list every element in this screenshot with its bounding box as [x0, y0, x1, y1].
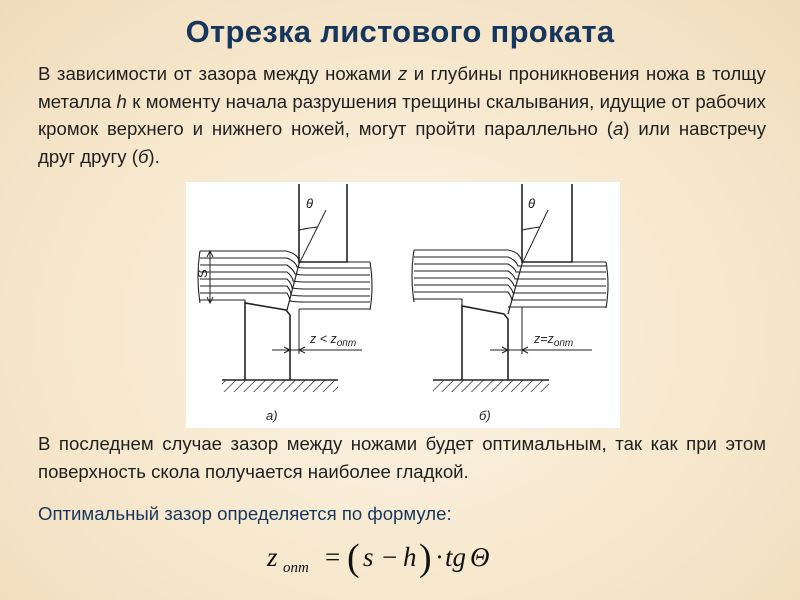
formula-s: s: [363, 542, 374, 572]
intro-text-5: ).: [148, 145, 160, 167]
lower-knife-b: [462, 306, 508, 380]
intro-var-h: h: [116, 90, 127, 112]
theta-arc-b: [522, 227, 540, 230]
caption-a: а): [266, 408, 278, 423]
optimal-gap-formula: [265, 530, 515, 584]
intro-var-z: z: [397, 63, 408, 84]
caption-b: б): [479, 408, 491, 423]
theta-arc-a: [299, 227, 317, 230]
intro-text-4: ) или навстречу друг другу (: [38, 118, 766, 167]
intro-ref-a: а: [612, 118, 624, 139]
thickness-label-a: S: [195, 269, 210, 278]
theta-ray-b: [522, 210, 548, 264]
ground-hatch-a: [222, 380, 338, 392]
diagram-a: [195, 184, 372, 423]
theta-label-b: θ: [528, 196, 536, 211]
intro-paragraph: [38, 60, 766, 170]
lower-knife-a: [245, 303, 290, 380]
formula-dot: ·: [435, 542, 444, 572]
intro-text-2: и глубины проникновения ножа в толщу металла: [38, 63, 766, 112]
formula-intro: Оптимальный зазор определяется по формуле:: [38, 503, 452, 524]
gap-label-a: $z < z_{опт}$: [310, 332, 357, 349]
theta-ray-a: [299, 210, 326, 264]
sheet-layers-a: [198, 251, 372, 310]
intro-text-3: к моменту начала разрушения трещины скалывания, идущие от рабочих кромок верхнего и нижнего ножей, могут пройти параллельно (: [38, 90, 766, 139]
formula-minus: −: [382, 542, 398, 572]
formula-tg: tg: [445, 542, 467, 572]
intro-ref-b: б: [137, 145, 149, 167]
shearing-diagram: [186, 182, 620, 428]
gap-label-b: $z=z_{опт}$: [534, 332, 574, 349]
formula-lhs-sub: опт: [283, 560, 309, 576]
ground-hatch-b: [433, 380, 549, 392]
conclusion-paragraph: В последнем случае зазор между ножами будет оптимальным, так как при этом поверхность скола получается наиболее гладкой.: [38, 433, 766, 482]
formula-rparen: ): [419, 537, 432, 579]
formula-theta: Θ: [470, 542, 490, 572]
theta-label-a: θ: [306, 196, 314, 211]
intro-text-1: В зависимости от зазора между ножами: [38, 63, 398, 84]
formula-lparen: (: [347, 537, 360, 579]
formula-equals: =: [325, 542, 341, 572]
sheet-layers-b: [412, 250, 608, 308]
formula-h: h: [403, 542, 417, 572]
slide-title: Отрезка листового проката: [185, 14, 615, 49]
diagram-b: [412, 184, 608, 423]
formula-lhs: z: [267, 542, 278, 572]
